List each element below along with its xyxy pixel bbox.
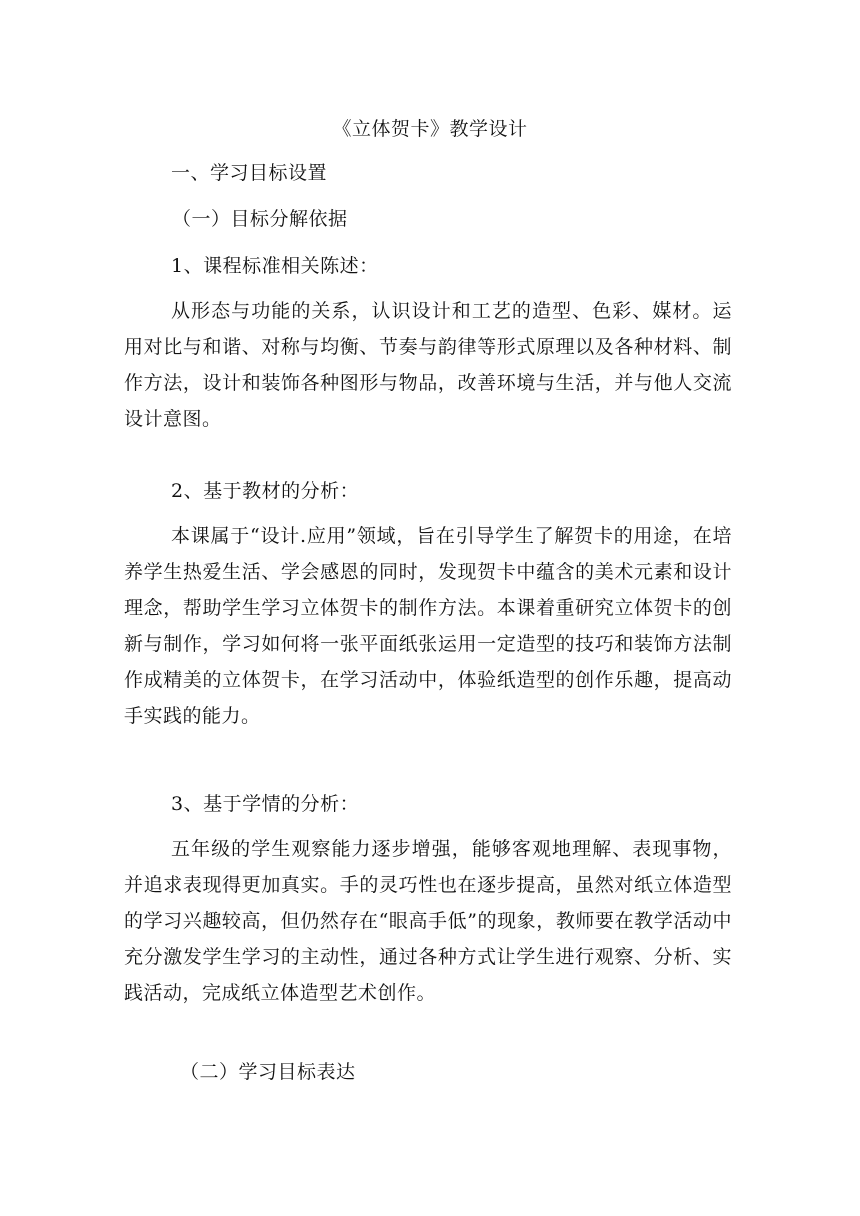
subsection-heading-goal-basis: （一）目标分解依据 [172, 208, 348, 230]
document-title: 《立体贺卡》教学设计 [332, 118, 528, 140]
item-heading-student-analysis: 3、基于学情的分析： [171, 793, 360, 815]
paragraph-student-analysis: 五年级的学生观察能力逐步增强，能够客观地理解、表现事物，并追求表现得更加真实。手的灵巧性也在逐步提高，虽然对纸立体造型的学习兴趣较高，但仍然存在“眼高手低”的现象，教师要在教学活动中充分激发学生学习的主动性，通过各种方式让学生进行观察、分析、实践活动，完成纸立体造型艺术创作。 [124, 838, 732, 1004]
section-heading-learning-goals: 一、学习目标设置 [171, 162, 328, 184]
item-heading-curriculum-standard: 1、课程标准相关陈述： [171, 255, 379, 277]
paragraph-curriculum-standard: 从形态与功能的关系，认识设计和工艺的造型、色彩、媒材。运用对比与和谐、对称与均衡、节奏与韵律等形式原理以及各种材料、制作方法，设计和装饰各种图形与物品，改善环境与生活，并与他人交流设计意图。 [124, 300, 732, 430]
paragraph-textbook-analysis: 本课属于“设计.应用”领域，旨在引导学生了解贺卡的用途，在培养学生热爱生活、学会感恩的同时，发现贺卡中蕴含的美术元素和设计理念，帮助学生学习立体贺卡的制作方法。本课着重研究立体贺卡的创新与制作，学习如何将一张平面纸张运用一定造型的技巧和装饰方法制作成精美的立体贺卡，在学习活动中，体验纸造型的创作乐趣，提高动手实践的能力。 [124, 525, 732, 727]
subsection-heading-goal-expression: （二）学习目标表达 [180, 1061, 356, 1083]
item-heading-textbook-analysis: 2、基于教材的分析： [171, 480, 360, 502]
